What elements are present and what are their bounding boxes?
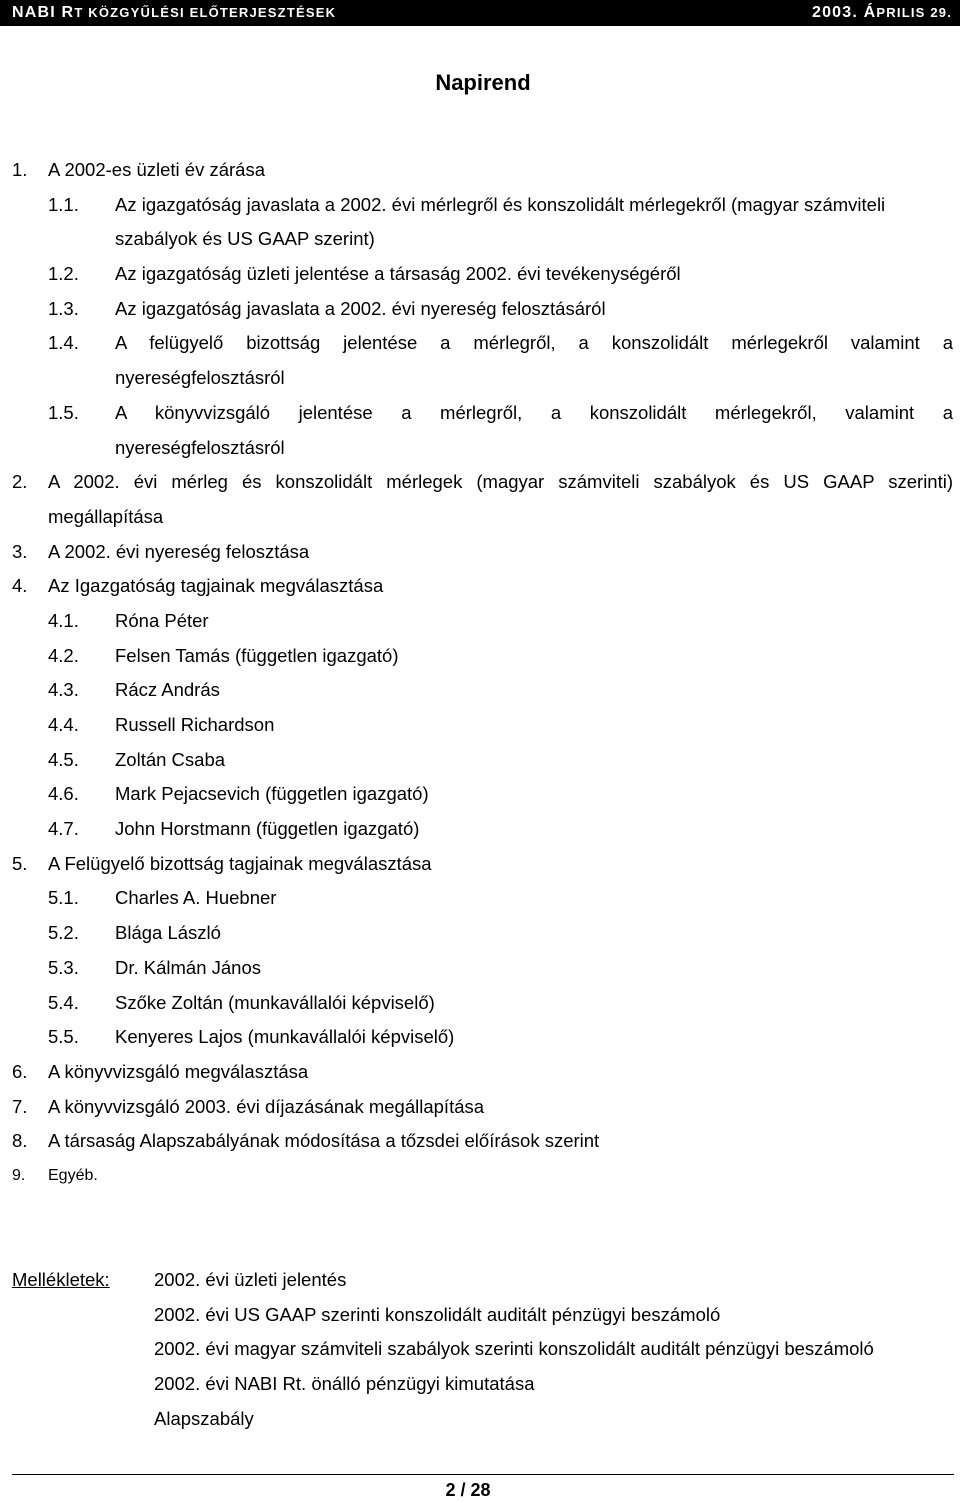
header-left: NABI RT KÖZGYŰLÉSI ELŐTERJESZTÉSEK [12,4,337,21]
agenda-item: 1. A 2002-es üzleti év zárása [12,159,265,180]
attachment-item: 2002. évi NABI Rt. önálló pénzügyi kimutatása [154,1373,535,1395]
agenda-item: 3. A 2002. évi nyereség felosztása [12,540,310,562]
agenda-subitem: 1.5. A könyvvizsgáló jelentése a mérlegről, a konszolidált mérlegekről, valamint a [48,401,953,423]
agenda-item: 6. A könyvvizsgáló megválasztása [12,1060,309,1082]
agenda-subitem-continued: szabályok és US GAAP szerint) [115,228,375,250]
agenda-subitem: 1.2. Az igazgatóság üzleti jelentése a társaság 2002. évi tevékenységéről [48,263,681,285]
agenda-subitem: 5.3. Dr. Kálmán János [48,956,262,978]
attachment-item: Alapszabály [154,1407,254,1429]
agenda-subitem: 4.2. Felsen Tamás (független igazgató) [48,644,399,666]
page-number: 2 / 28 [445,1480,491,1500]
agenda-item: 7. A könyvvizsgáló 2003. évi díjazásának megállapítása [12,1095,485,1117]
agenda-subitem: 4.7. John Horstmann (független igazgató) [48,818,420,840]
agenda-item: 4. Az Igazgatóság tagjainak megválasztása [12,575,384,597]
agenda-subitem: 1.3. Az igazgatóság javaslata a 2002. évi nyereség felosztásáról [48,297,606,319]
agenda-subitem: 4.3. Rácz András [48,679,220,701]
footer-divider [12,1474,954,1475]
agenda-subitem-continued: nyereségfelosztásról [115,367,285,389]
attachments-list [154,1263,874,1436]
agenda-item-continued: megállapítása [48,505,164,527]
agenda-subitem: 5.1. Charles A. Huebner [48,887,277,909]
attachments-label: Mellékletek: [12,1269,110,1290]
agenda-item: 8. A társaság Alapszabályának módosítása a tőzsdei előírások szerint [12,1130,600,1152]
attachment-item: 2002. évi US GAAP szerinti konszolidált auditált pénzügyi beszámoló [154,1303,721,1325]
agenda-subitem: 4.5. Zoltán Csaba [48,748,226,770]
agenda-item: 2. A 2002. évi mérleg és konszolidált mérlegek (magyar számviteli szabályok és US GAAP szerinti) [12,471,953,493]
agenda-subitem: 5.5. Kenyeres Lajos (munkavállalói képviselő) [48,1026,455,1048]
agenda-subitem: 4.6. Mark Pejacsevich (független igazgató) [48,783,429,805]
document-header [0,0,960,26]
agenda-item: 9. Egyéb. [12,1166,98,1184]
attachment-item: 2002. évi magyar számviteli szabályok szerinti konszolidált auditált pénzügyi beszámoló [154,1338,874,1360]
agenda-subitem-continued: nyereségfelosztásról [115,436,285,458]
page-title: Napirend [435,70,531,95]
attachment-item: 2002. évi üzleti jelentés [154,1269,347,1290]
agenda-subitem: 4.1. Róna Péter [48,609,209,631]
header-date: 2003. ÁPRILIS 29. [811,4,952,21]
agenda-subitem: 5.2. Blága László [48,922,221,944]
agenda-item: 5. A Felügyelő bizottság tagjainak megválasztása [12,852,432,874]
agenda-subitem: 4.4. Russell Richardson [48,714,275,735]
agenda-subitem: 5.4. Szőke Zoltán (munkavállalói képviselő) [48,991,435,1013]
agenda-subitem: 1.4. A felügyelő bizottság jelentése a mérlegről, a konszolidált mérlegekről valamint a [48,332,953,354]
agenda-list [0,153,960,1194]
agenda-subitem: 1.1. Az igazgatóság javaslata a 2002. évi mérlegről és konszolidált mérlegekről (magyar számviteli [48,193,886,215]
